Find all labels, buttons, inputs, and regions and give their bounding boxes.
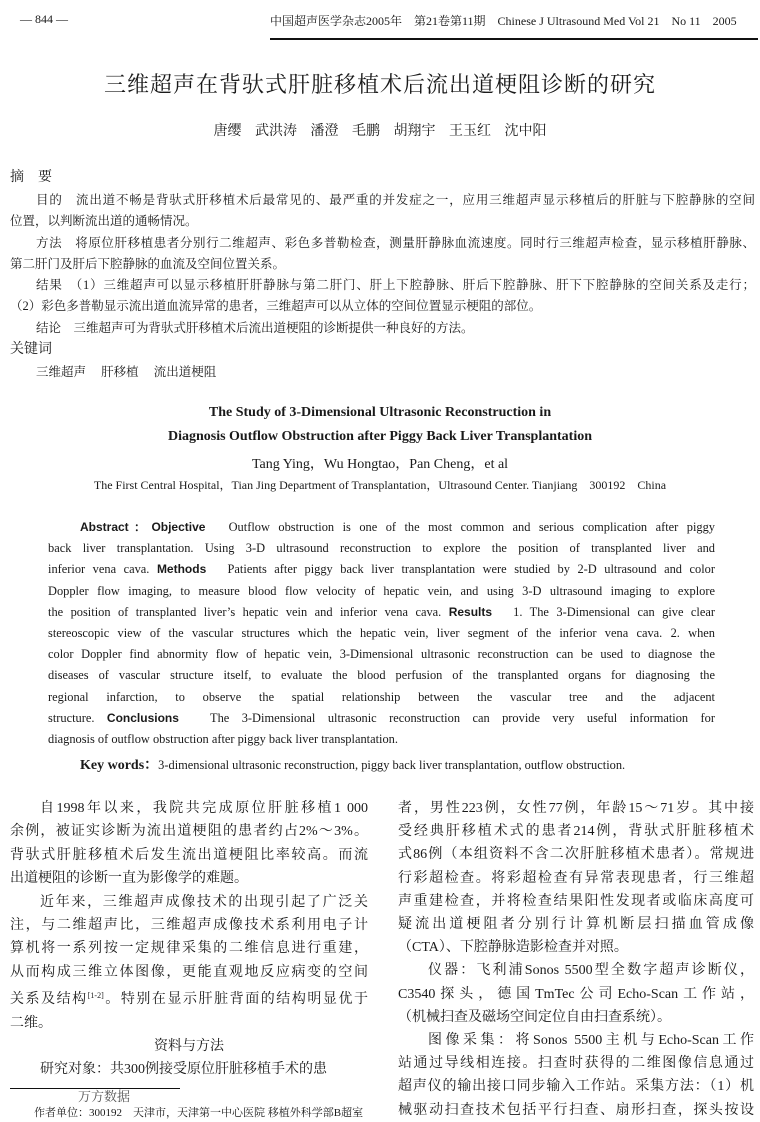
text-line [10,961,368,984]
text-run: 声重建检查，并将检查结果阳性发现者或临床高度可 [398,893,754,909]
text-line [10,797,368,820]
text-line [398,797,754,820]
text-run: （机械扫查及磁场空间定位自由扫查系统）。 [398,1009,671,1025]
text-line [48,517,715,538]
text-run: 从而构成三维立体图像，更能直观地反应病变的空间 [10,964,368,980]
text-line [10,254,755,275]
text-run: Patients after piggy back liver transplantation were studied by 2-D ultrasound and color [206,562,715,577]
text-line [48,644,715,665]
english-authors: Tang Ying，Wu Hongtao，Pan Cheng，et al [251,457,509,472]
text-line [10,891,368,914]
text-run: 1. The 3-Dimensional can give clear [492,604,715,619]
text-line [398,1029,754,1052]
paper-title: 三维超声在背驮式肝脏移植术后流出道梗阻诊断的研究 [103,72,656,97]
english-title-line2: Diagnosis Outflow Obstruction after Piggy Back Liver Transplantation [167,429,593,444]
text-line [10,984,368,1011]
journal-header: 中国超声医学杂志2005年 第21卷第11期 Chinese J Ultrasound Med Vol 21 No 11 2005 [270,14,737,28]
text-line [398,936,754,959]
text-line [10,1058,368,1081]
text-line [48,708,715,729]
text-run: 二维。 [10,1015,52,1031]
text-run: color Doppler find abnormity flow of hepatic vein, 3-Dimensional ultrasonic reconstruction can be used to diagnose the [48,647,715,662]
author-affiliation-note: 作者单位：300192 天津市，天津第一中心医院 移植外科学部B超室 [34,1107,364,1119]
text-run: 注，与二维超声比，三维超声成像技术系利用电子计 [10,918,368,934]
text-run: 关系及结构 [10,992,88,1008]
text-run: 目的 流出道不畅是背驮式肝移植术后最常见的、最严重的并发症之一，应用三维超声显示移植后的肝脏与下腔静脉的空间 [36,193,755,207]
text-line [10,296,755,317]
text-line [10,190,755,211]
abstract-cn [10,190,755,339]
text-line [48,665,715,686]
text-run: 式86例（本组资料不含二次肝脏移植术患者）。常规进 [398,847,754,863]
text-run: C3540探头，德国TmTec公司Echo-Scan工作站， [398,986,754,1002]
text-run: 仪器：飞利浦Sonos 5500型全数字超声诊断仪， [428,963,754,979]
keywords-en [80,754,625,774]
text-line [48,559,715,580]
text-line [398,959,754,982]
text-run: 近年来，三维超声成像技术的出现引起了广泛关 [40,894,368,910]
keywords-en-text: 3-dimensional ultrasonic reconstruction, piggy back liver transplantation, outflow obstruction. [158,758,626,772]
text-line [10,233,755,254]
abstract-cn-heading: 摘 要 [10,170,52,185]
text-line [10,844,368,867]
text-run: 结论 三维超声可为背驮式肝移植术后流出道梗阻的诊断提供一种良好的方法。 [36,320,474,335]
citation-superscript: [1-2] [87,991,104,1001]
authors-cn: 唐缨 武洪涛 潘澄 毛鹏 胡翔宇 王玉红 沈中阳 [213,124,547,139]
keywords-en-label: Key words： [80,758,159,773]
header-rule [270,38,758,40]
text-run: 站通过导线相连接。扫查时获得的二维图像信息通过 [398,1056,754,1072]
text-run: Outflow obstruction is one of the most common and serious complication after piggy [205,520,715,534]
keywords-cn-heading: 关键词 [10,342,52,357]
text-line [48,687,715,708]
text-run: 超声仪的输出接口同步输入工作站。采集方法：（1）机 [398,1079,754,1095]
text-run: 行彩超检查。将彩超检查有异常表现患者，行三维超 [398,870,754,886]
text-line [48,623,715,644]
text-line [398,867,754,890]
text-line [10,211,755,232]
text-run: 算机将一系列按一定规律采集的二维信息进行重建， [10,941,368,957]
english-title-line1: The Study of 3-Dimensional Ultrasonic Reconstruction in [208,405,552,420]
text-run: 资料与方法 [154,1039,224,1055]
text-line [398,843,754,866]
text-run: The 3-Dimensional ultrasonic reconstruction can provide very useful information for [178,710,715,725]
page-number: — 844 — [20,12,68,26]
text-run: inferior vena cava. [48,562,157,577]
text-run: structure. [48,710,107,725]
text-line [48,581,715,602]
text-run: 疑流出道梗阻者分别行计算机断层扫描血管成像 [398,917,754,933]
text-run: （2）彩色多普勒显示流出道血流异常的患者，三维超声可以从立体的空间位置显示梗阻的部位。 [10,299,542,314]
text-run: stereoscopic view of the vascular structures which the hepatic vein, liver segment of the inferior vena cava. 2. when [48,626,715,641]
bold-label: Objective [151,520,206,534]
text-run: regional infarction, to observe the spatial relationship between the vascular tree and the adjacent [48,689,715,704]
text-line [48,538,715,559]
text-line [10,867,368,890]
text-run: 。特别在显示肝脏背面的结构明显优于 [103,992,368,1008]
text-line [48,602,715,623]
text-line [398,1052,754,1075]
text-line [398,1006,754,1029]
text-line [10,937,368,960]
text-run: Doppler flow imaging, to measure blood flow velocity of hepatic vein, and using 3-D ultrasound imaging to explore [48,583,715,598]
text-run: diagnosis of outflow obstruction after piggy back liver transplantation. [48,732,398,747]
keywords-cn: 三维超声 肝移植 流出道梗阻 [36,365,217,379]
text-line [10,820,368,843]
bold-label: Results [448,604,493,619]
bold-label: Methods [156,562,207,577]
text-line [10,318,755,339]
text-line [398,983,754,1006]
text-run: 研究对象：共300例接受原位肝脏移植手术的患 [40,1062,327,1078]
text-run: 者，男性223例，女性77例，年龄15～71岁。其中接 [398,801,754,816]
text-run: （CTA）、下腔静脉造影检查并对照。 [398,940,628,956]
text-line [398,1099,754,1122]
text-run: 位置，以判断流出道的通畅情况。 [10,214,198,229]
bold-label: Conclusions [106,710,179,725]
text-run: back liver transplantation. Using 3-D ultrasound reconstruction to explore the position of transplanted liver and [48,541,715,556]
text-line [398,1075,754,1098]
text-run: diseases of vascular structure itself, to evaluate the blood perfusion of the transplanted organs for diagnosing the [48,668,715,683]
text-line [10,275,755,296]
text-run: 方法 将原位肝移植患者分别行二维超声、彩色多普勒检查，测量肝静脉血流速度。同时行三维超声检查，显示移植肝静脉、 [36,235,755,250]
text-run: 械驱动扫查技术包括平行扫查、扇形扫查，探头按设 [398,1102,754,1118]
text-run: 背驮式肝脏移植术后发生流出道梗阻比率较高。而流 [10,847,368,863]
english-affiliation: The First Central Hospital，Tian Jing Department of Transplantation，Ultrasound Center. Tianjiang 300192 China [93,478,667,492]
abstract-en [48,517,715,750]
text-run: 受经典肝移植术式的患者214例，背驮式肝脏移植术 [398,824,754,840]
text-run: the position of transplanted liver’s hepatic vein and inferior vena cava. [48,604,449,619]
text-line [48,729,715,750]
text-run: 结果 （1）三维超声可以显示移植肝肝静脉与第二肝门、肝上下腔静脉、肝后下腔静脉、肝下下腔静脉的空间关系及走行； [36,278,755,293]
text-run: 图像采集：将Sonos 5500主机与Echo-Scan工作 [428,1033,754,1049]
text-run: 出道梗阻的诊断一直为影像学的难题。 [10,871,248,887]
text-line [10,1012,368,1035]
text-line [398,890,754,913]
watermark: 万方数据 [78,1089,131,1104]
text-run: 自1998年以来，我院共完成原位肝脏移植1 000 [40,801,368,816]
abstract-label: Abstract： [80,520,152,534]
body-column-right [398,797,754,1122]
text-line [398,820,754,843]
body-column-left [10,797,368,1082]
text-run: 第二肝门及肝后下腔静脉的血流及空间位置关系。 [10,256,286,271]
text-run: 余例，被证实诊断为流出道梗阻的患者约占2%～3%。 [10,824,368,840]
section-heading [10,1035,368,1058]
text-line [398,913,754,936]
text-line [10,914,368,937]
